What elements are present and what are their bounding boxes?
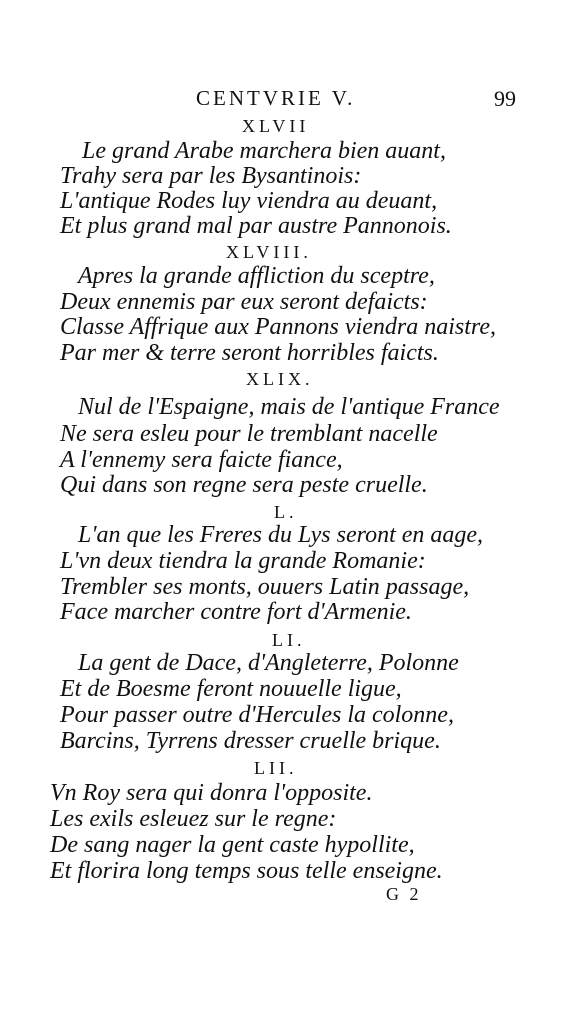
running-title: CENTVRIE V. (196, 86, 356, 110)
verse-line: Trahy sera par les Bysantinois: (60, 163, 362, 189)
verse-line: Pour passer outre d'Hercules la colonne, (60, 702, 454, 728)
quatrain-number: LI. (272, 630, 306, 650)
signature-mark: G 2 (386, 884, 422, 904)
quatrain-number: XLVII (242, 116, 310, 136)
verse-line: Apres la grande affliction du sceptre, (78, 263, 435, 289)
verse-line: Qui dans son regne sera peste cruelle. (60, 472, 428, 498)
verse-line: L'an que les Freres du Lys seront en aage, (78, 522, 484, 548)
verse-line: Barcins, Tyrrens dresser cruelle brique. (60, 728, 441, 754)
verse-line: Ne sera esleu pour le tremblant nacelle (60, 421, 438, 447)
page-number: 99 (494, 86, 516, 111)
verse-line: L'antique Rodes luy viendra au deuant, (60, 188, 438, 214)
verse-line: La gent de Dace, d'Angleterre, Polonne (78, 650, 459, 676)
quatrain-number: XLVIII. (226, 242, 312, 262)
verse-line: Deux ennemis par eux seront defaicts: (60, 289, 428, 315)
verse-line: Nul de l'Espaigne, mais de l'antique France (78, 394, 500, 420)
verse-line: Face marcher contre fort d'Armenie. (60, 599, 412, 625)
verse-line: Les exils esleuez sur le regne: (50, 806, 337, 832)
verse-line: Classe Affrique aux Pannons viendra naistre, (60, 314, 496, 340)
verse-line: L'vn deux tiendra la grande Romanie: (60, 548, 426, 574)
verse-line: A l'ennemy sera faicte fiance, (60, 447, 343, 473)
verse-line: Vn Roy sera qui donra l'opposite. (50, 780, 373, 806)
verse-line: Trembler ses monts, ouuers Latin passage, (60, 574, 470, 600)
verse-line: De sang nager la gent caste hypollite, (50, 832, 415, 858)
verse-line: Et de Boesme feront nouuelle ligue, (60, 676, 402, 702)
quatrain-number: LII. (254, 758, 298, 778)
verse-line: Le grand Arabe marchera bien auant, (82, 138, 446, 164)
quatrain-number: XLIX. (246, 369, 314, 389)
verse-line: Par mer & terre seront horribles faicts. (60, 340, 439, 366)
verse-line: Et florira long temps sous telle enseigne. (50, 858, 443, 884)
quatrain-number: L. (274, 502, 298, 522)
verse-line: Et plus grand mal par austre Pannonois. (60, 213, 452, 239)
